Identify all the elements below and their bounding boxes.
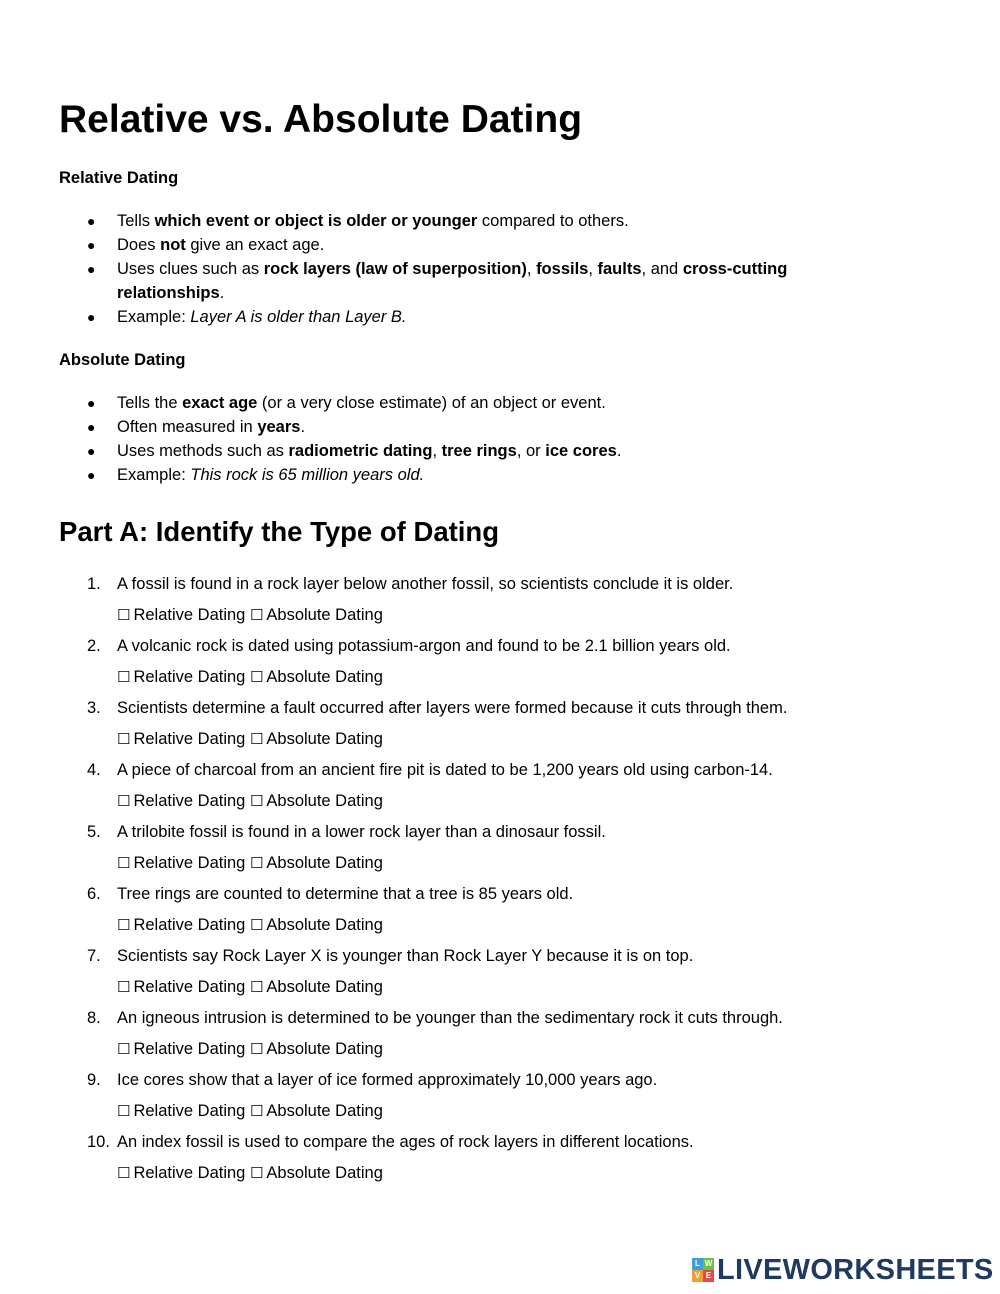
- checkbox-icon[interactable]: ☐: [249, 1040, 264, 1058]
- answer-options: [117, 665, 383, 689]
- answer-options: [117, 1099, 383, 1123]
- bullet-icon: ●: [87, 443, 96, 459]
- checkbox-icon[interactable]: ☐: [249, 730, 264, 748]
- absolute-dating-checkbox[interactable]: [250, 913, 383, 937]
- option-label: Relative Dating: [133, 606, 246, 624]
- list-item: ● Tells the exact age (or a very close estimate) of an object or event.: [59, 391, 899, 415]
- liveworksheets-logo: [692, 1253, 994, 1287]
- option-label: Relative Dating: [133, 854, 246, 872]
- answer-options: [117, 789, 383, 813]
- relative-dating-checkbox[interactable]: [117, 851, 245, 875]
- option-label: Absolute Dating: [266, 1040, 383, 1058]
- checkbox-icon[interactable]: ☐: [249, 1164, 264, 1182]
- answer-options: [117, 851, 383, 875]
- absolute-dating-checkbox[interactable]: [250, 603, 383, 627]
- option-label: Relative Dating: [133, 730, 246, 748]
- option-label: Absolute Dating: [266, 854, 383, 872]
- option-label: Absolute Dating: [266, 916, 383, 934]
- question-item: [59, 882, 959, 944]
- answer-options: [117, 727, 383, 751]
- option-label: Absolute Dating: [266, 792, 383, 810]
- absolute-dating-checkbox[interactable]: [250, 727, 383, 751]
- question-item: [59, 696, 959, 758]
- checkbox-icon[interactable]: ☐: [249, 916, 264, 934]
- question-item: [59, 758, 959, 820]
- relative-dating-checkbox[interactable]: [117, 789, 245, 813]
- absolute-dating-checkbox[interactable]: [250, 1161, 383, 1185]
- question-text: An index fossil is used to compare the ages of rock layers in different locations.: [117, 1133, 694, 1151]
- checkbox-icon[interactable]: ☐: [117, 978, 131, 996]
- question-number: 8.: [87, 1009, 101, 1027]
- bullet-icon: ●: [87, 213, 96, 229]
- checkbox-icon[interactable]: ☐: [249, 854, 264, 872]
- question-text: Scientists say Rock Layer X is younger than Rock Layer Y because it is on top.: [117, 947, 694, 965]
- option-label: Absolute Dating: [266, 730, 383, 748]
- option-label: Absolute Dating: [266, 606, 383, 624]
- checkbox-icon[interactable]: ☐: [117, 916, 131, 934]
- answer-options: [117, 913, 383, 937]
- question-number: 9.: [87, 1071, 101, 1089]
- bullet-icon: ●: [87, 309, 96, 325]
- checkbox-icon[interactable]: ☐: [249, 668, 264, 686]
- checkbox-icon[interactable]: ☐: [249, 792, 264, 810]
- relative-dating-checkbox[interactable]: [117, 1161, 245, 1185]
- relative-dating-checkbox[interactable]: [117, 1099, 245, 1123]
- option-label: Absolute Dating: [266, 668, 383, 686]
- answer-options: [117, 975, 383, 999]
- question-item: [59, 820, 959, 882]
- question-text: Scientists determine a fault occurred after layers were formed because it cuts through them.: [117, 699, 788, 717]
- relative-dating-checkbox[interactable]: [117, 1037, 245, 1061]
- page-title: Relative vs. Absolute Dating: [59, 98, 583, 141]
- list-item: ● Often measured in years.: [59, 415, 899, 439]
- question-text: A trilobite fossil is found in a lower rock layer than a dinosaur fossil.: [117, 823, 606, 841]
- question-item: [59, 1068, 959, 1130]
- relative-dating-checkbox[interactable]: [117, 975, 245, 999]
- checkbox-icon[interactable]: ☐: [117, 792, 131, 810]
- relative-dating-checkbox[interactable]: [117, 727, 245, 751]
- option-label: Relative Dating: [133, 668, 246, 686]
- question-text: A volcanic rock is dated using potassium-argon and found to be 2.1 billion years old.: [117, 637, 731, 655]
- checkbox-icon[interactable]: ☐: [117, 854, 131, 872]
- list-item: ● Uses clues such as rock layers (law of superposition), fossils, faults, and cross-cutting relationships.: [59, 257, 899, 305]
- question-text: A piece of charcoal from an ancient fire pit is dated to be 1,200 years old using carbon-14.: [117, 761, 773, 779]
- question-list: [59, 572, 959, 1192]
- logo-text: LIVEWORKSHEETS: [717, 1254, 994, 1286]
- checkbox-icon[interactable]: ☐: [117, 668, 131, 686]
- checkbox-icon[interactable]: ☐: [117, 1040, 131, 1058]
- question-number: 4.: [87, 761, 101, 779]
- list-item: ● Example: This rock is 65 million years old.: [59, 463, 899, 487]
- question-number: 1.: [87, 575, 101, 593]
- logo-mark-tile: W: [704, 1259, 713, 1268]
- question-number: 2.: [87, 637, 101, 655]
- option-label: Relative Dating: [133, 916, 246, 934]
- logo-mark-tile: L: [692, 1258, 703, 1270]
- question-item: [59, 944, 959, 1006]
- question-number: 5.: [87, 823, 101, 841]
- answer-options: [117, 1037, 383, 1061]
- absolute-dating-checkbox[interactable]: [250, 975, 383, 999]
- option-label: Absolute Dating: [266, 1102, 383, 1120]
- option-label: Relative Dating: [133, 1102, 246, 1120]
- relative-dating-list: [59, 209, 899, 329]
- checkbox-icon[interactable]: ☐: [117, 730, 131, 748]
- checkbox-icon[interactable]: ☐: [117, 1164, 131, 1182]
- list-item: ● Uses methods such as radiometric dating, tree rings, or ice cores.: [59, 439, 899, 463]
- relative-dating-checkbox[interactable]: [117, 665, 245, 689]
- checkbox-icon[interactable]: ☐: [249, 606, 264, 624]
- absolute-dating-list: [59, 391, 899, 487]
- checkbox-icon[interactable]: ☐: [249, 978, 264, 996]
- absolute-dating-checkbox[interactable]: [250, 851, 383, 875]
- question-text: An igneous intrusion is determined to be younger than the sedimentary rock it cuts through.: [117, 1009, 783, 1027]
- bullet-icon: ●: [87, 237, 96, 253]
- relative-dating-checkbox[interactable]: [117, 603, 245, 627]
- absolute-dating-checkbox[interactable]: [250, 1037, 383, 1061]
- question-item: [59, 1130, 959, 1192]
- option-label: Absolute Dating: [266, 978, 383, 996]
- list-item: ● Tells which event or object is older or younger compared to others.: [59, 209, 899, 233]
- checkbox-icon[interactable]: ☐: [117, 1102, 131, 1120]
- logo-mark-tile: E: [703, 1270, 714, 1282]
- question-text: Ice cores show that a layer of ice formed approximately 10,000 years ago.: [117, 1071, 658, 1089]
- question-text: Tree rings are counted to determine that a tree is 85 years old.: [117, 885, 574, 903]
- bullet-icon: ●: [87, 395, 96, 411]
- list-item: ● Example: Layer A is older than Layer B.: [59, 305, 899, 329]
- question-number: 10.: [87, 1133, 110, 1151]
- option-label: Relative Dating: [133, 978, 246, 996]
- absolute-dating-checkbox[interactable]: [250, 789, 383, 813]
- question-number: 7.: [87, 947, 101, 965]
- answer-options: [117, 1161, 383, 1185]
- absolute-dating-checkbox[interactable]: [250, 665, 383, 689]
- option-label: Absolute Dating: [266, 1164, 383, 1182]
- option-label: Relative Dating: [133, 1164, 246, 1182]
- checkbox-icon[interactable]: ☐: [249, 1102, 264, 1120]
- question-number: 6.: [87, 885, 101, 903]
- bullet-icon: ●: [87, 261, 96, 277]
- part-a-heading: Part A: Identify the Type of Dating: [59, 516, 500, 547]
- question-item: [59, 1006, 959, 1068]
- relative-dating-checkbox[interactable]: [117, 913, 245, 937]
- liveworksheets-logo-icon: [692, 1258, 714, 1282]
- answer-options: [117, 603, 383, 627]
- absolute-dating-heading: Absolute Dating: [59, 351, 186, 369]
- relative-dating-heading: Relative Dating: [59, 169, 179, 187]
- logo-mark-tile: V: [692, 1270, 703, 1282]
- option-label: Relative Dating: [133, 1040, 246, 1058]
- bullet-icon: ●: [87, 467, 96, 483]
- absolute-dating-checkbox[interactable]: [250, 1099, 383, 1123]
- option-label: Relative Dating: [133, 792, 246, 810]
- question-item: [59, 634, 959, 696]
- question-text: A fossil is found in a rock layer below another fossil, so scientists conclude it is older.: [117, 575, 734, 593]
- checkbox-icon[interactable]: ☐: [117, 606, 131, 624]
- question-item: [59, 572, 959, 634]
- question-number: 3.: [87, 699, 101, 717]
- bullet-icon: ●: [87, 419, 96, 435]
- list-item: ● Does not give an exact age.: [59, 233, 899, 257]
